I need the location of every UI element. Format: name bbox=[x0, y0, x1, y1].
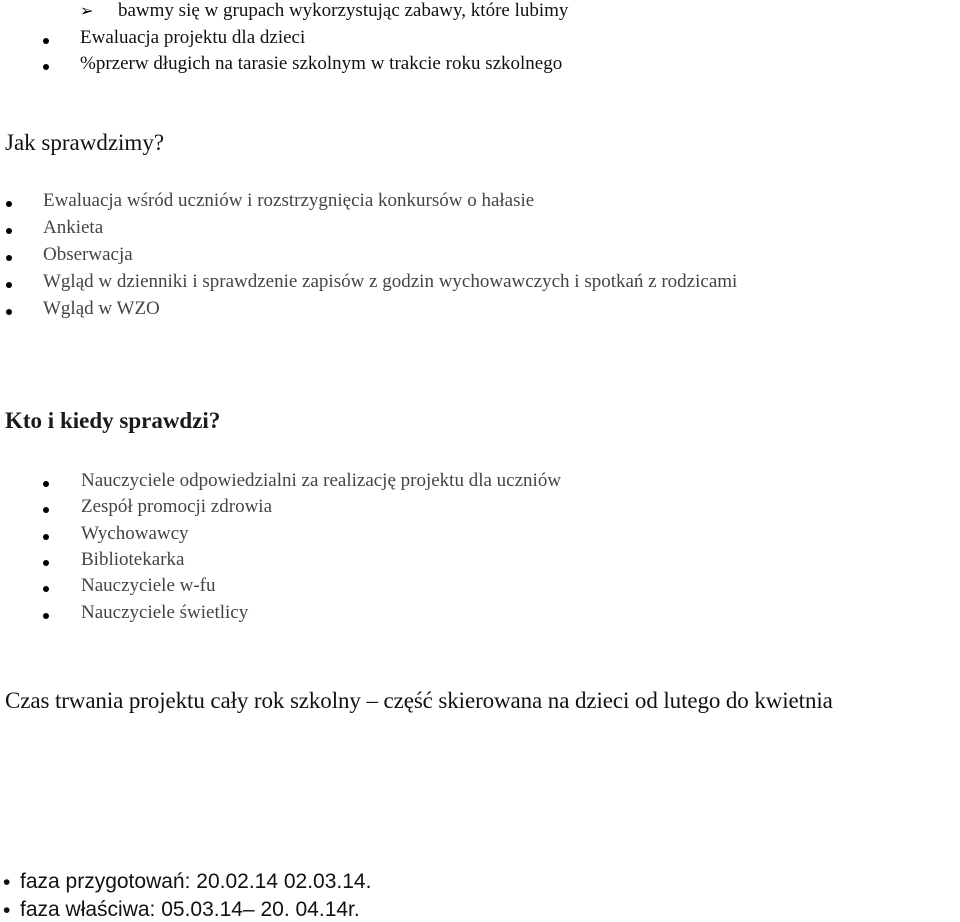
list-item: Nauczyciele świetlicy bbox=[81, 602, 249, 623]
bullet-icon: • bbox=[3, 871, 11, 894]
bullet-icon bbox=[6, 228, 12, 234]
bullet-icon bbox=[43, 560, 49, 566]
list-item: Bibliotekarka bbox=[81, 549, 185, 570]
bullet-icon bbox=[43, 64, 49, 70]
project-duration: Czas trwania projektu cały rok szkolny – część skierowana na dzieci od lutego do kwietnia bbox=[5, 688, 833, 713]
list-item: Zespół promocji zdrowia bbox=[81, 496, 273, 517]
list-item: Wgląd w WZO bbox=[43, 298, 160, 319]
list-item: Obserwacja bbox=[43, 244, 133, 265]
list-item: Ewaluacja wśród uczniów i rozstrzygnięcia konkursów o hałasie bbox=[43, 190, 535, 211]
bullet-icon bbox=[6, 309, 12, 315]
bullet-icon bbox=[43, 613, 49, 619]
bullet-icon bbox=[43, 38, 49, 44]
bullet-icon bbox=[6, 201, 12, 207]
list-item: Wychowawcy bbox=[81, 523, 189, 544]
bullet-icon bbox=[43, 507, 49, 513]
bullet-icon bbox=[43, 534, 49, 540]
phase-item: faza właściwa: 05.03.14– 20. 04.14r. bbox=[20, 898, 360, 921]
section-heading-check: Jak sprawdzimy? bbox=[5, 130, 165, 155]
phase-item: faza przygotowań: 20.02.14 02.03.14. bbox=[20, 870, 372, 893]
bullet-icon: • bbox=[3, 899, 11, 922]
arrow-bullet-icon: ➢ bbox=[80, 1, 94, 20]
list-item: Nauczyciele w-fu bbox=[81, 575, 216, 596]
arrow-list-item: bawmy się w grupach wykorzystując zabawy, które lubimy bbox=[118, 0, 569, 21]
bullet-icon bbox=[6, 255, 12, 261]
list-item: Ewaluacja projektu dla dzieci bbox=[80, 27, 306, 48]
list-item: %przerw długich na tarasie szkolnym w trakcie roku szkolnego bbox=[80, 53, 563, 74]
section-heading-who: Kto i kiedy sprawdzi? bbox=[5, 408, 221, 433]
bullet-icon bbox=[6, 282, 12, 288]
bullet-icon bbox=[43, 586, 49, 592]
list-item: Wgląd w dzienniki i sprawdzenie zapisów z godzin wychowawczych i spotkań z rodzicami bbox=[43, 271, 738, 292]
list-item: Nauczyciele odpowiedzialni za realizację projektu dla uczniów bbox=[81, 470, 562, 491]
list-item: Ankieta bbox=[43, 217, 104, 238]
bullet-icon bbox=[43, 481, 49, 487]
